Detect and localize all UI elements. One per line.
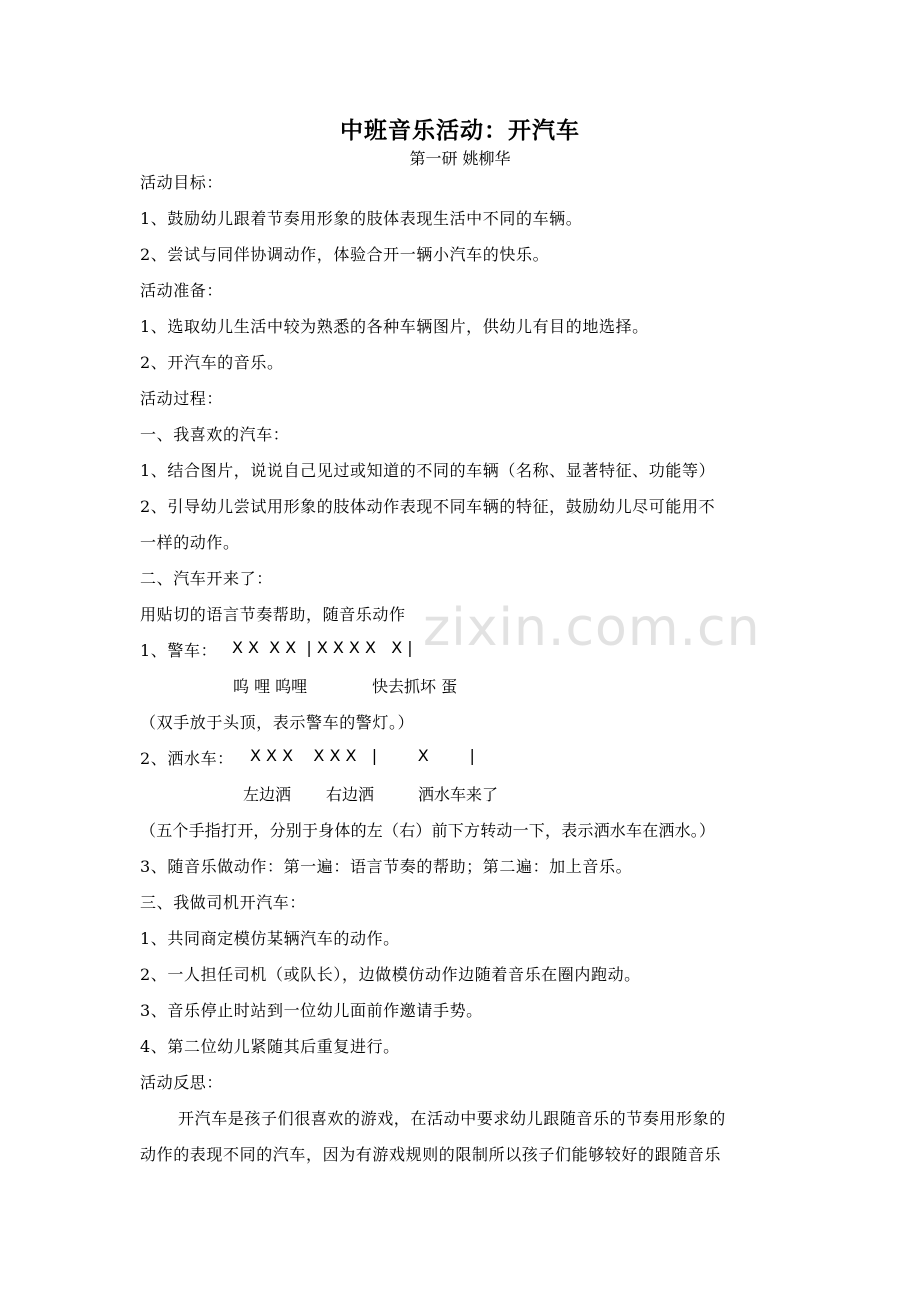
prep-item-2: 2、开汽车的音乐。 <box>140 353 284 372</box>
part1-item-2-line-2: 一样的动作。 <box>140 533 240 552</box>
part3-item-1: 1、共同商定模仿某辆汽车的动作。 <box>140 929 400 948</box>
watermark: zixin.com.cn <box>423 598 761 658</box>
prep-item-1: 1、选取幼儿生活中较为熟悉的各种车辆图片，供幼儿有目的地选择。 <box>140 317 649 336</box>
police-lyric-1: 呜 哩 呜哩 <box>233 677 308 696</box>
part2-item-3: 3、随音乐做动作：第一遍：语言节奏的帮助；第二遍：加上音乐。 <box>140 857 633 876</box>
part3-item-3: 3、音乐停止时站到一位幼儿面前作邀请手势。 <box>140 1001 483 1020</box>
part3-item-4: 4、第二位幼儿紧随其后重复进行。 <box>140 1037 400 1056</box>
prep-heading: 活动准备： <box>140 281 224 300</box>
part1-item-2-line-1: 2、引导幼儿尝试用形象的肢体动作表现不同车辆的特征，鼓励幼儿尽可能用不 <box>140 497 716 516</box>
part1-item-1: 1、结合图片，说说自己见过或知道的不同的车辆（名称、显著特征、功能等） <box>140 461 716 480</box>
reflect-heading: 活动反思： <box>140 1073 224 1092</box>
part3-item-2: 2、一人担任司机（或队长），边做模仿动作边随着音乐在圈内跑动。 <box>140 965 641 984</box>
document-subtitle: 第一研 姚柳华 <box>409 149 511 168</box>
part2-intro: 用贴切的语言节奏帮助，随音乐动作 <box>140 605 406 624</box>
sprinkler-rhythm: X X X X X X | X | <box>250 746 475 765</box>
police-label: 1、警车： <box>140 641 218 660</box>
police-lyric-2: 快去抓坏 蛋 <box>372 677 458 696</box>
sprinkler-lyric-1: 左边洒 <box>243 785 292 804</box>
reflect-paragraph-line-2: 动作的表现不同的汽车，因为有游戏规则的限制所以孩子们能够较好的跟随音乐 <box>140 1145 722 1164</box>
part1-heading: 一、我喜欢的汽车： <box>140 425 290 444</box>
part3-heading: 三、我做司机开汽车： <box>140 893 307 912</box>
process-heading: 活动过程： <box>140 389 224 408</box>
sprinkler-note: （五个手指打开，分别于身体的左（右）前下方转动一下，表示洒水车在洒水。） <box>140 821 716 840</box>
part2-heading: 二、汽车开来了： <box>140 569 273 588</box>
reflect-paragraph-line-1: 开汽车是孩子们很喜欢的游戏，在活动中要求幼儿跟随音乐的节奏用形象的 <box>178 1109 726 1128</box>
police-note: （双手放于头顶，表示警车的警灯。） <box>140 713 415 732</box>
goal-heading: 活动目标： <box>140 173 224 192</box>
police-rhythm: X X X X | X X X X X | <box>232 638 413 657</box>
goal-item-1: 1、鼓励幼儿跟着节奏用形象的肢体表现生活中不同的车辆。 <box>140 209 583 228</box>
sprinkler-lyric-3: 洒水车来了 <box>418 785 499 804</box>
sprinkler-lyric-2: 右边洒 <box>326 785 375 804</box>
goal-item-2: 2、尝试与同伴协调动作，体验合开一辆小汽车的快乐。 <box>140 245 550 264</box>
sprinkler-label: 2、洒水车： <box>140 749 234 768</box>
document-title: 中班音乐活动：开汽车 <box>340 118 580 144</box>
